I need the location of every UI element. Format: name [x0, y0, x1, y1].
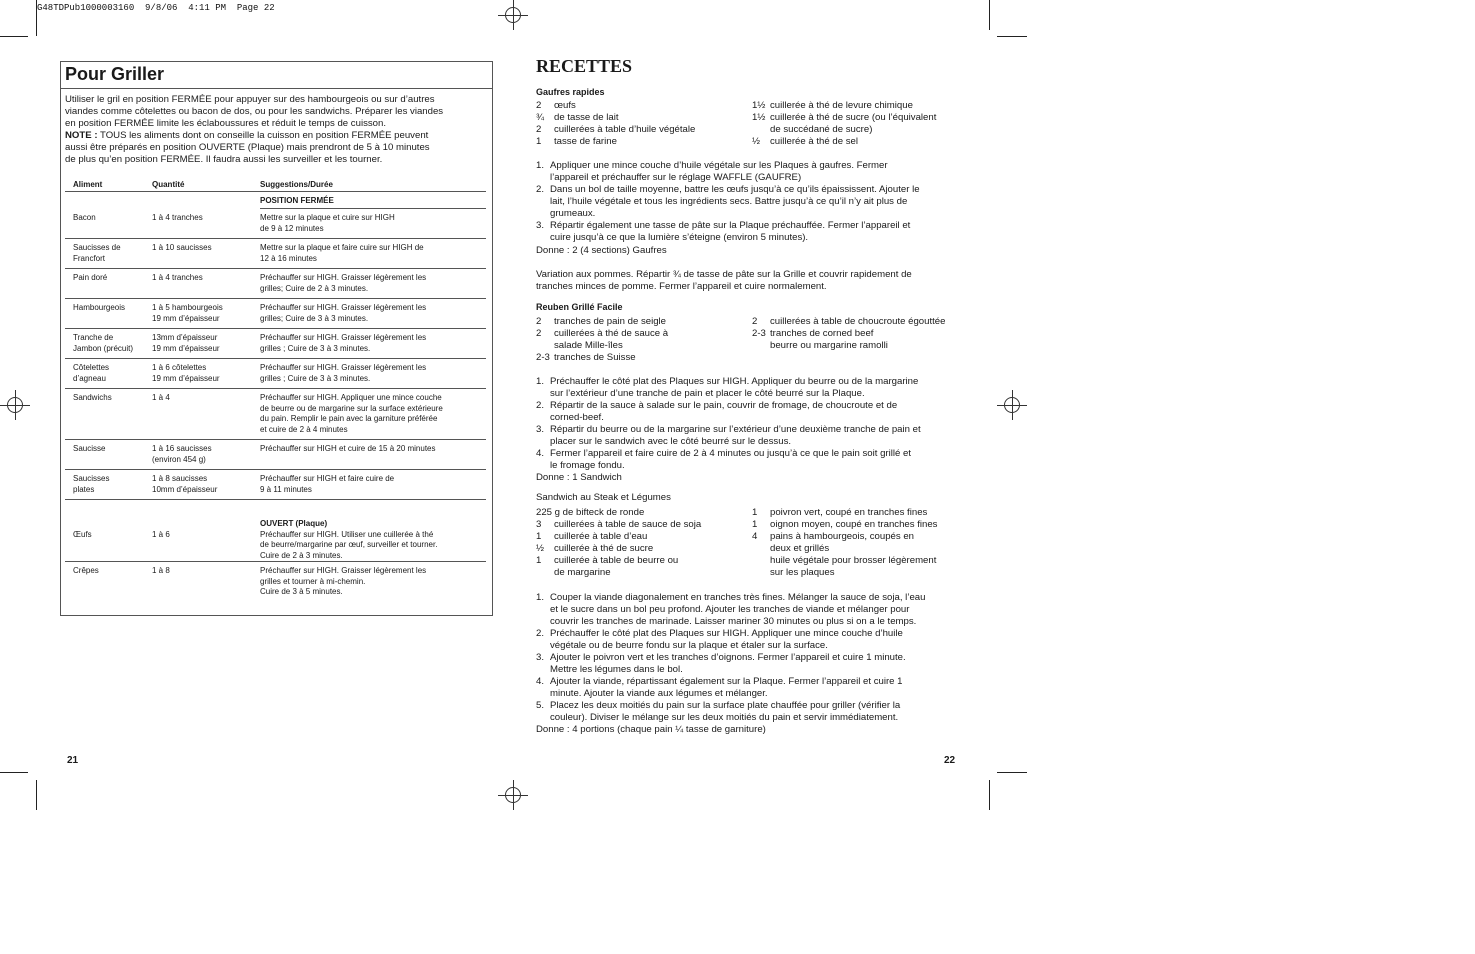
ingredient-text: cuillerée à thé de levure chimique [770, 100, 913, 111]
ingredient-line [752, 531, 937, 543]
gaufres-steps [536, 160, 966, 244]
ingredient-text: de margarine [554, 567, 611, 578]
ingredient-line [752, 316, 945, 328]
step-text: Fermer l’appareil et faire cuire de 2 à 4 minutes ou jusqu’à ce que le pain soit grillé et le fromage fondu. [550, 448, 912, 471]
ingredient-text: cuillerées à table de sauce de soja [554, 519, 702, 530]
ingredient-text: tranches de corned beef [770, 328, 874, 339]
step-text: Appliquer une mince couche d’huile végétale sur les Plaques à gaufres. Fermer l’appareil et préchauffer sur le réglage WAFFLE (GAUFRE) [550, 160, 888, 183]
ingredient-text: cuillerée à thé de sel [770, 136, 858, 147]
intro-paragraph [65, 94, 487, 166]
cell-aliment: Tranche de Jambon (précuit) [73, 333, 134, 353]
recipe-step [536, 220, 966, 244]
table-row [65, 359, 486, 389]
cell-suggestion: Préchauffer sur HIGH. Graisser légèrement les grilles; Cuire de 2 à 3 minutes. [260, 273, 427, 293]
page-number-right: 22 [944, 755, 956, 766]
ingredient-text: de succédané de sucre) [770, 124, 873, 135]
ingredient-qty: ¾ [536, 112, 545, 123]
ingredient-line [536, 531, 701, 543]
cell-aliment: Crêpes [73, 566, 99, 575]
step-number: 3. [536, 424, 545, 435]
ingredient-qty: 1 [536, 531, 542, 542]
step-number: 1. [536, 160, 545, 171]
ingredient-line [536, 555, 701, 567]
ingredient-text: cuillerée à thé de sucre (ou l’équivalent [770, 112, 937, 123]
ingredient-qty: 1½ [752, 100, 766, 111]
ingredient-text: tranches de pain de seigle [554, 316, 667, 327]
ingredient-line [536, 124, 695, 136]
registration-mark [0, 390, 30, 420]
cell-aliment: Saucisses plates [73, 474, 110, 494]
recipe-step [536, 184, 966, 220]
ingredient-qty: 1 [536, 136, 542, 147]
recipe-step [536, 676, 966, 700]
step-text: Préchauffer le côté plat des Plaques sur HIGH. Appliquer une mince couche d’huile végétale ou de beurre fondu sur la plaque et étaler sur la surface. [550, 628, 903, 651]
cell-suggestion: Préchauffer sur HIGH. Graisser légèrement les grilles; Cuire de 3 à 3 minutes. [260, 303, 427, 323]
cell-aliment: Saucisse [73, 444, 106, 453]
cell-aliment: Bacon [73, 213, 96, 222]
cell-quantite: 13mm d’épaisseur 19 mm d’épaisseur [152, 333, 220, 353]
step-number: 3. [536, 220, 545, 231]
note-label: NOTE : [65, 130, 98, 141]
ingredient-text: deux et grillés [770, 543, 830, 554]
ingredient-line [752, 543, 937, 555]
table-header-row [65, 176, 486, 192]
cell-quantite: 1 à 4 tranches [152, 213, 203, 222]
steak-yield: Donne : 4 portions (chaque pain ¼ tasse de garniture) [536, 724, 766, 735]
reuben-title: Reuben Grillé Facile [536, 302, 623, 312]
ingredient-text: beurre ou margarine ramolli [770, 340, 888, 351]
ingredient-qty: ½ [536, 543, 545, 554]
gaufres-ingredients-right [752, 100, 936, 148]
table-row [65, 299, 486, 329]
intro-line: viandes comme côtelettes ou bacon de dos, ou pour les sandwichs. Préparer les viandes [65, 106, 444, 117]
ouvert-label: OUVERT (Plaque) [260, 519, 328, 528]
step-number: 1. [536, 592, 545, 603]
registration-mark [498, 780, 528, 810]
ingredient-line [536, 543, 701, 555]
ingredient-line [536, 136, 695, 148]
step-number: 1. [536, 376, 545, 387]
ingredient-line [752, 124, 936, 136]
ingredient-qty: 4 [752, 531, 758, 542]
ingredient-text: salade Mille-îles [554, 340, 623, 351]
ingredient-qty: 2 [752, 316, 758, 327]
recipe-step [536, 400, 966, 424]
steak-ingredients-left [536, 507, 701, 579]
cell-quantite: 1 à 4 [152, 393, 170, 402]
ingredient-qty: 1 [752, 507, 758, 518]
recipe-step [536, 628, 966, 652]
cell-quantite: 1 à 8 [152, 566, 170, 575]
ingredient-text: cuillerée à thé de sucre [554, 543, 654, 554]
ingredient-line [752, 555, 937, 567]
table-row [65, 239, 486, 269]
crop-mark [997, 36, 1027, 37]
recipe-step [536, 448, 966, 472]
step-text: Répartir du beurre ou de la margarine sur l’extérieur d’une deuxième tranche de pain et placer sur le sandwich avec le côté beurré sur le dessus. [550, 424, 921, 447]
ingredient-qty: 2-3 [536, 352, 550, 363]
step-number: 5. [536, 700, 545, 711]
header-suggestions: Suggestions/Durée [260, 180, 333, 189]
intro-line: en position FERMÉE limite les éclaboussures et réduit le temps de cuisson. [65, 118, 387, 129]
header-aliment: Aliment [73, 180, 103, 189]
ingredient-line [752, 507, 937, 519]
ingredient-text: tranches de Suisse [554, 352, 636, 363]
table-row [65, 389, 486, 440]
table-row [65, 209, 486, 239]
ingredient-line [752, 328, 945, 340]
ingredient-text: pains à hambourgeois, coupés en [770, 531, 915, 542]
reuben-ingredients-left [536, 316, 668, 364]
ingredient-text: cuillerées à thé de sauce à [554, 328, 669, 339]
cell-quantite: 1 à 8 saucisses 10mm d’épaisseur [152, 474, 218, 494]
step-text: Répartir de la sauce à salade sur le pain, couvrir de fromage, de choucroute et de corned-beef. [550, 400, 898, 423]
ingredient-qty: 1 [536, 555, 542, 566]
table-row [65, 329, 486, 359]
position-fermee-row [260, 192, 486, 209]
title-rule [60, 88, 492, 89]
printer-slug: G48TDPub1000003160 9/8/06 4:11 PM Page 22 [37, 3, 275, 13]
ingredient-line [536, 507, 701, 519]
step-number: 2. [536, 184, 545, 195]
registration-mark [498, 0, 528, 30]
cell-aliment: Côtelettes d’agneau [73, 363, 110, 383]
ingredient-line [752, 340, 945, 352]
step-number: 4. [536, 448, 545, 459]
step-text: Préchauffer le côté plat des Plaques sur HIGH. Appliquer du beurre ou de la margarine sur l’extérieur d’une tranche de pain et placer le côté beurré sur la Plaque. [550, 376, 919, 399]
step-text: Dans un bol de taille moyenne, battre les œufs jusqu’à ce qu’ils épaississent. Ajouter le lait, l’huile végétale et tous les ingrédients secs. Battre jusqu’à ce qu’il n’y ait plus de grumeaux. [550, 184, 920, 219]
cell-aliment: Pain doré [73, 273, 108, 282]
ingredient-qty: 2 [536, 328, 542, 339]
ingredient-qty: 3 [536, 519, 542, 530]
step-text: Couper la viande diagonalement en tranches très fines. Mélanger la sauce de soja, l’eau et le sucre dans un bol peu profond. Ajouter les tranches de viande et mélanger pour couvrir les tranches de marinade. Laisser mariner 30 minutes ou plus si on a le temps. [550, 592, 926, 627]
ingredient-line [536, 567, 701, 579]
cell-suggestion: Préchauffer sur HIGH. Appliquer une mince couche de beurre ou de margarine sur la surface extérieure du pain. Remplir le pain avec la garniture préférée et cuire de 2 à 4 minutes [260, 393, 443, 434]
cell-suggestion: Préchauffer sur HIGH. Graisser légèrement les grilles ; Cuire de 3 à 3 minutes. [260, 333, 427, 353]
ingredient-text: tasse de farine [554, 136, 617, 147]
recipe-step [536, 592, 966, 628]
step-number: 2. [536, 628, 545, 639]
crop-mark [989, 780, 990, 810]
steak-steps [536, 592, 966, 724]
cell-aliment: Hambourgeois [73, 303, 126, 312]
note-line: de plus qu’en position FERMÉE. Il faudra aussi les surveiller et les tourner. [65, 154, 383, 165]
grilling-table [65, 176, 486, 620]
ingredient-text: sur les plaques [770, 567, 835, 578]
recipe-step [536, 652, 966, 676]
gaufres-ingredients-left [536, 100, 695, 148]
ingredient-qty: 2-3 [752, 328, 766, 339]
ingredient-text: de tasse de lait [554, 112, 619, 123]
table-row [65, 470, 486, 500]
steak-title: Sandwich au Steak et Légumes [536, 492, 671, 503]
crop-mark [36, 780, 37, 810]
steak-ingredients-right [752, 507, 937, 579]
ingredient-text: huile végétale pour brosser légèrement [770, 555, 937, 566]
recipe-step [536, 376, 966, 400]
ingredient-qty: 2 [536, 124, 542, 135]
cell-quantite: 1 à 5 hambourgeois 19 mm d’épaisseur [152, 303, 223, 323]
crop-mark [989, 0, 990, 30]
ingredient-line [536, 340, 668, 352]
crop-mark [36, 0, 37, 36]
ingredient-line [536, 100, 695, 112]
crop-mark [0, 772, 28, 773]
step-number: 4. [536, 676, 545, 687]
cell-aliment: Saucisses de Francfort [73, 243, 121, 263]
step-text: Placez les deux moitiés du pain sur la surface plate chauffée pour griller (vérifier la couleur). Diviser le mélange sur les deux moitiés du pain et servir immédiatement. [550, 700, 901, 723]
table-row [65, 440, 486, 470]
ingredient-line [752, 567, 937, 579]
recipe-step [536, 424, 966, 448]
cell-suggestion [260, 519, 484, 561]
ingredient-qty: 1 [752, 519, 758, 530]
ingredient-line [752, 136, 936, 148]
page-title: Pour Griller [65, 64, 165, 84]
ingredient-line [752, 519, 937, 531]
ingredient-line [536, 328, 668, 340]
step-text: Ajouter le poivron vert et les tranches d’oignons. Fermer l’appareil et cuire 1 minute. Mettre les légumes dans le bol. [550, 652, 906, 675]
reuben-steps [536, 376, 966, 472]
crop-mark [0, 36, 28, 37]
cell-suggestion: Préchauffer sur HIGH. Graisser légèrement les grilles ; Cuire de 3 à 3 minutes. [260, 363, 427, 383]
cell-aliment: Œufs [73, 530, 92, 539]
cell-suggestion: Préchauffer sur HIGH. Graisser légèrement les grilles et tourner à mi-chemin. Cuire de 3 à 5 minutes. [260, 566, 427, 596]
ingredient-line [752, 112, 936, 124]
ingredient-text: cuillerées à table de choucroute égouttée [770, 316, 946, 327]
cell-quantite: 1 à 6 [152, 530, 170, 539]
reuben-yield: Donne : 1 Sandwich [536, 472, 622, 483]
ingredient-text: cuillerée à table d’eau [554, 531, 648, 542]
registration-mark [997, 390, 1027, 420]
step-text: Répartir également une tasse de pâte sur la Plaque préchauffée. Fermer l’appareil et cuire jusqu’à ce que la lumière s’éteigne (environ 5 minutes). [550, 220, 911, 243]
table-row [65, 269, 486, 299]
note-line: aussi être préparés en position OUVERTE (Plaque) mais prendront de 5 à 10 minutes [65, 142, 430, 153]
cell-quantite: 1 à 10 saucisses [152, 243, 212, 252]
header-quantite: Quantité [152, 180, 185, 189]
ingredient-line [752, 100, 936, 112]
suggestion-text: Préchauffer sur HIGH. Utiliser une cuillerée à thé de beurre/margarine par œuf, surveiller et tourner. Cuire de 2 à 3 minutes. [260, 529, 438, 560]
note-text: TOUS les aliments dont on conseille la cuisson en position FERMÉE peuvent [97, 130, 429, 141]
page-number-left: 21 [67, 755, 79, 766]
ingredient-text: oignon moyen, coupé en tranches fines [770, 519, 938, 530]
gaufres-yield: Donne : 2 (4 sections) Gaufres [536, 245, 667, 256]
gaufres-variation: Variation aux pommes. Répartir ¾ de tasse de pâte sur la Grille et couvrir rapidement de tranches minces de pomme. Fermer l’appareil et cuire normalement. [536, 269, 912, 292]
position-fermee-label: POSITION FERMÉE [260, 196, 334, 205]
recipe-step [536, 700, 966, 724]
ingredient-line [536, 352, 668, 364]
cell-quantite: 1 à 4 tranches [152, 273, 203, 282]
step-number: 2. [536, 400, 545, 411]
ingredient-qty: 2 [536, 316, 542, 327]
ingredient-qty: 1½ [752, 112, 766, 123]
table-row-crepes [65, 562, 486, 620]
ingredient-qty: 2 [536, 100, 542, 111]
recipe-step [536, 160, 966, 184]
table-row-oeufs [65, 500, 486, 562]
recettes-title: RECETTES [536, 56, 633, 76]
gaufres-title: Gaufres rapides [536, 87, 605, 97]
cell-quantite: 1 à 6 côtelettes 19 mm d’épaisseur [152, 363, 220, 383]
ingredient-text: cuillerée à table de beurre ou [554, 555, 679, 566]
cell-quantite: 1 à 16 saucisses (environ 454 g) [152, 444, 212, 464]
cell-suggestion: Mettre sur la plaque et faire cuire sur HIGH de 12 à 16 minutes [260, 243, 424, 263]
ingredient-text: 225 g de bifteck de ronde [536, 507, 645, 518]
ingredient-text: cuillerées à table d’huile végétale [554, 124, 696, 135]
crop-mark [997, 772, 1027, 773]
step-text: Ajouter la viande, répartissant également sur la Plaque. Fermer l’appareil et cuire 1 minute. Ajouter la viande aux légumes et mélanger. [550, 676, 903, 699]
ingredient-text: poivron vert, coupé en tranches fines [770, 507, 928, 518]
reuben-ingredients-right [752, 316, 945, 352]
cell-suggestion: Préchauffer sur HIGH et faire cuire de 9 à 11 minutes [260, 474, 395, 494]
step-number: 3. [536, 652, 545, 663]
cell-aliment: Sandwichs [73, 393, 112, 402]
ingredient-text: œufs [554, 100, 576, 111]
ingredient-line [536, 519, 701, 531]
ingredient-line [536, 112, 695, 124]
cell-suggestion: Préchauffer sur HIGH et cuire de 15 à 20 minutes [260, 444, 436, 453]
intro-line: Utiliser le gril en position FERMÉE pour appuyer sur des hambourgeois ou sur d’autres [65, 94, 435, 105]
cell-suggestion: Mettre sur la plaque et cuire sur HIGH de 9 à 12 minutes [260, 213, 395, 233]
ingredient-line [536, 316, 668, 328]
ingredient-qty: ½ [752, 136, 761, 147]
note-line [65, 130, 487, 142]
